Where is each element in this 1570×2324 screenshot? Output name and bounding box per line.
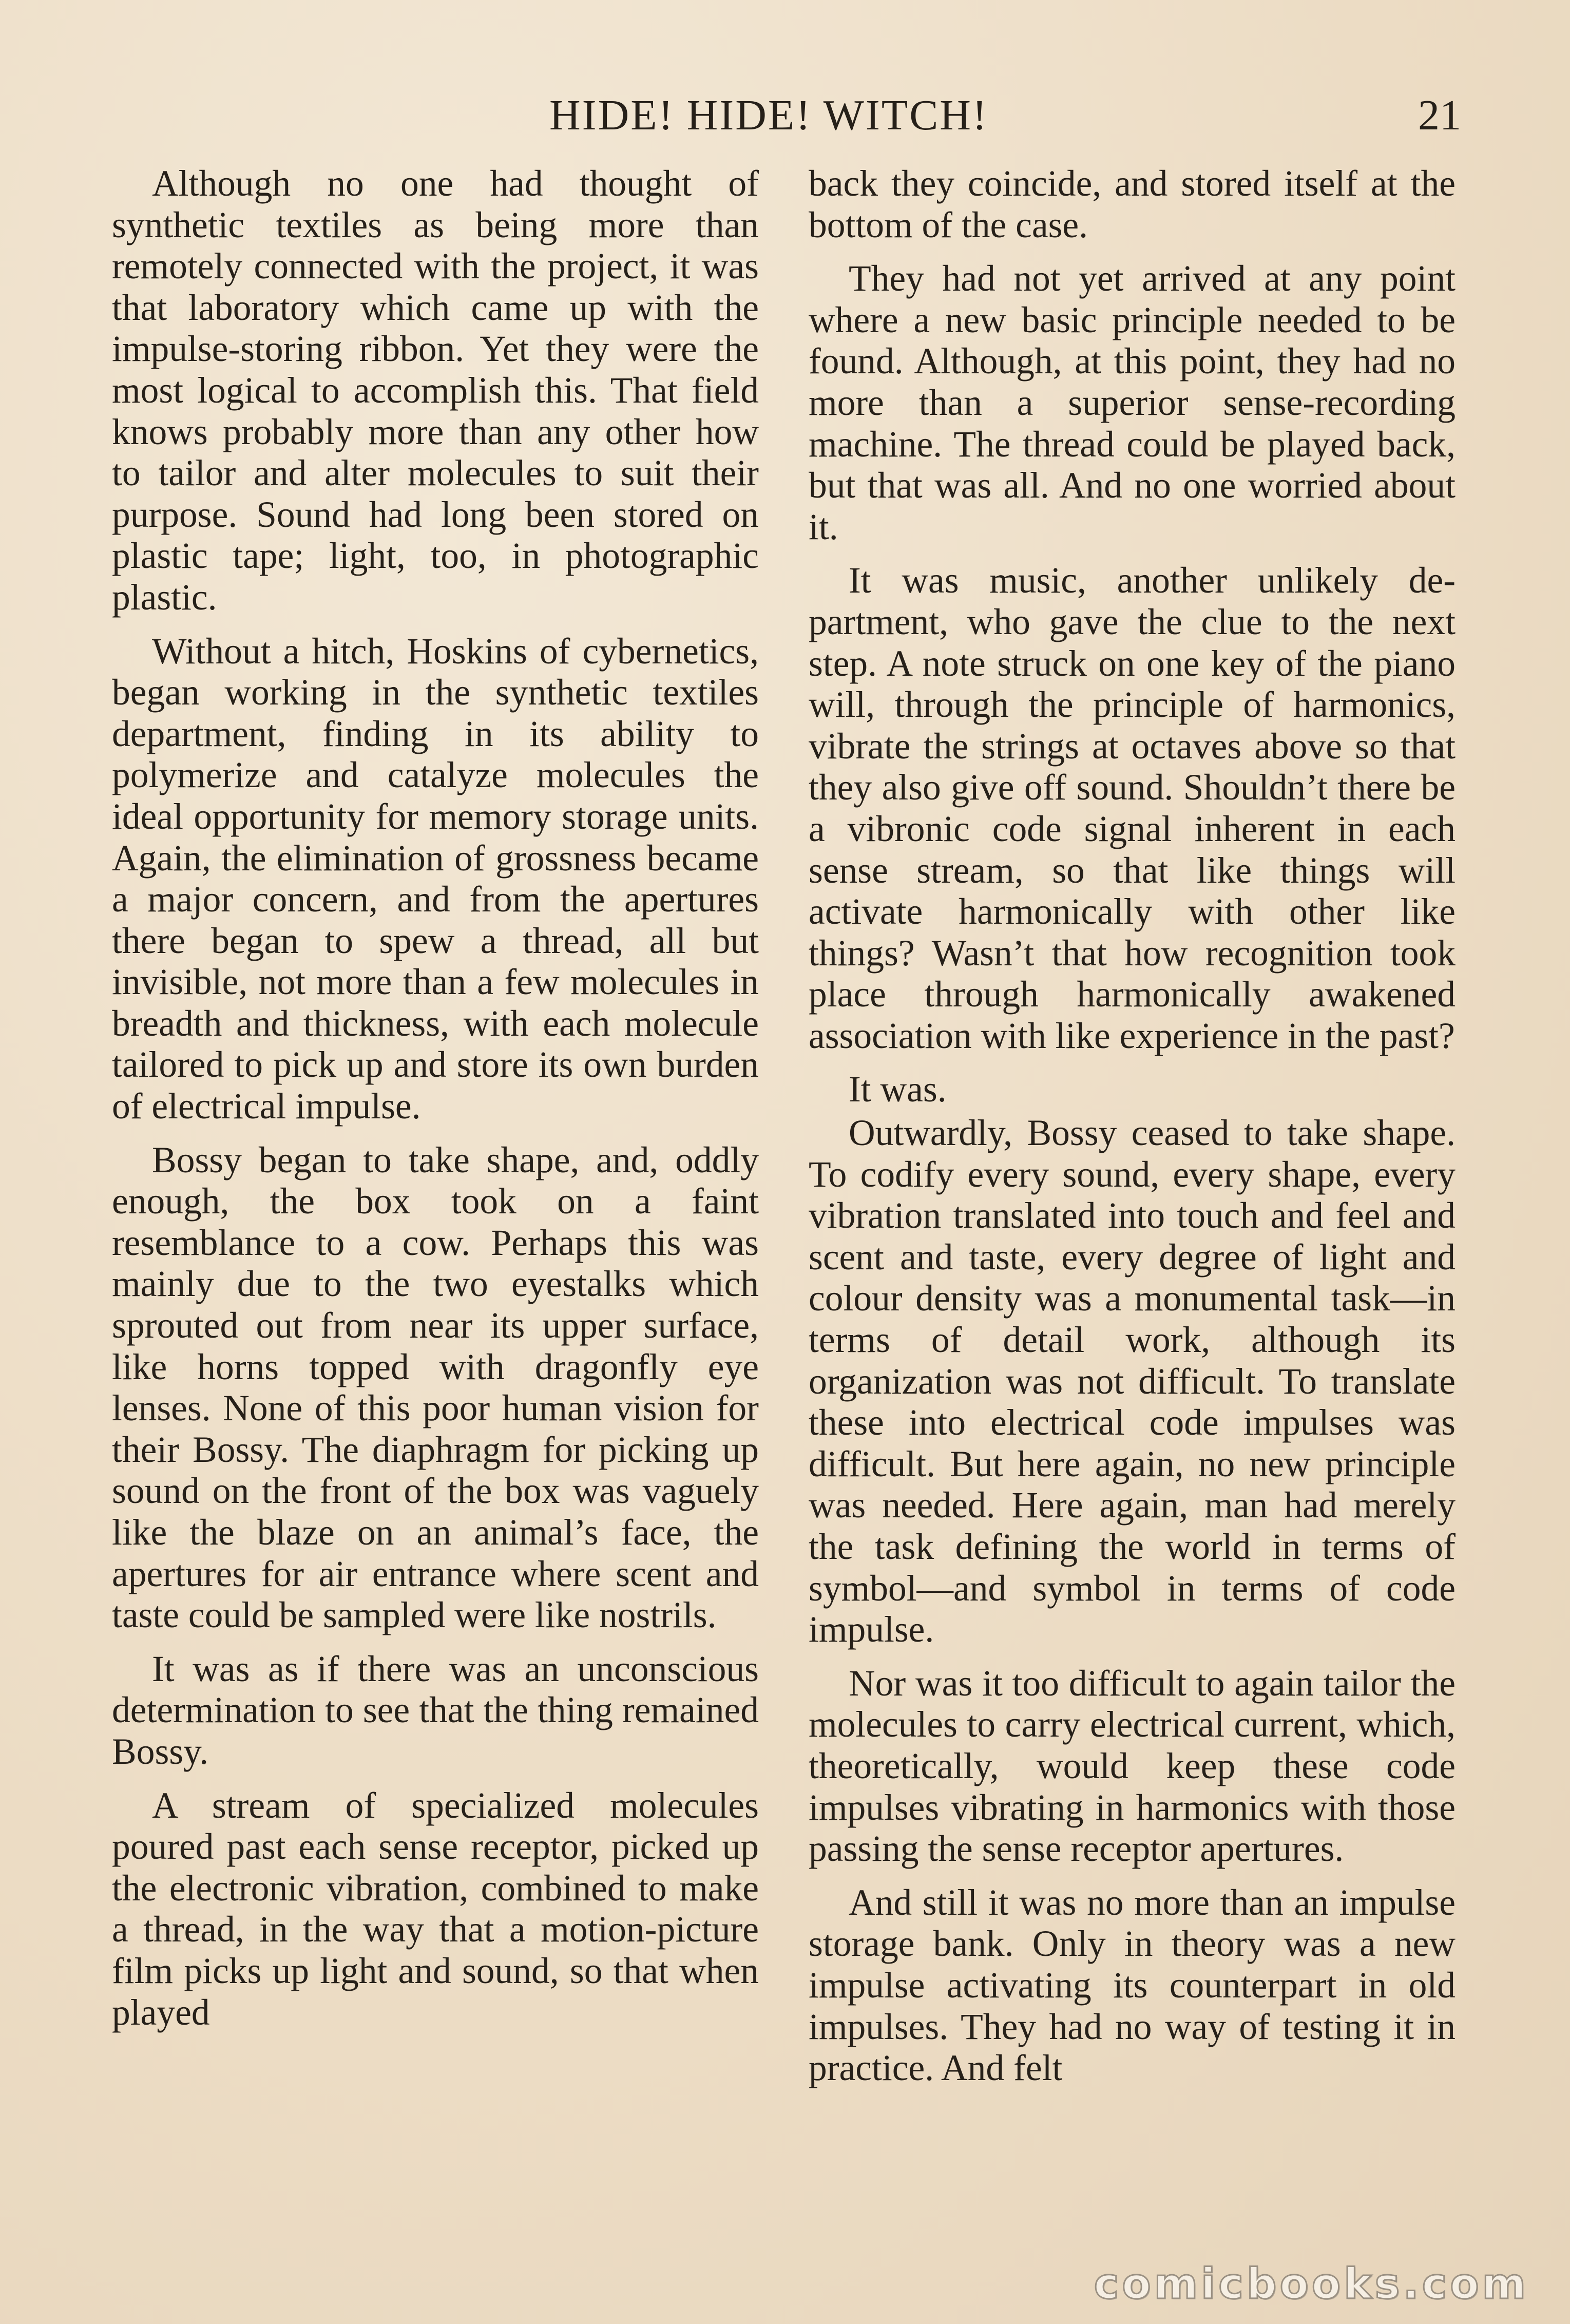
paragraph: It was music, another unlikely department, who gave the clue to the next step. A note struck on one key of the piano will, through the principle of harmonics, vibrate the strings at octaves above so that they also give off sound. Shouldn’t there be a vibronic code signal inherent in each sense stream, so that like things will activate harmonically with other like things? Wasn’t that how recognition took place through harmonically awakened association with like experience in the past?: [809, 560, 1456, 1056]
paragraph: Outwardly, Bossy ceased to take shape. To codify every sound, every shape, every vibration translated into touch and feel and scent and taste, every degree of light and colour density was a monumental task—in terms of detail work, although its organization was not difficult. To translate these into electrical code impulses was difficult. But here again, no new principle was needed. Here again, man had merely the task defining the world in terms of symbol—and symbol in terms of code impulse.: [809, 1113, 1456, 1650]
page-number: 21: [1418, 91, 1461, 139]
paragraph: Although no one had thought of synthetic textiles as being more than remotely connected with the project, it was that laboratory which came up with the impulse-storing ribbon. Yet they were the most logical to accomplish this. That field knows probably more than any other how to tailor and alter molecules to suit their purpose. Sound had long been stored on plastic tape; light, too, in photographic plastic.: [112, 163, 759, 618]
running-title: HIDE! HIDE! WITCH!: [549, 91, 988, 139]
paragraph: Nor was it too difficult to again tailor the molecules to carry electrical current, which, theoretically, would keep these code impulses vibrating in harmonics with those passing the sense receptor apertures.: [809, 1663, 1456, 1870]
paragraph: Without a hitch, Hoskins of cybernetics, began working in the synthetic textiles department, finding in its ability to polymerize and catalyze molecules the ideal opportunity for memory storage units. Again, the elimination of grossness became a major concern, and from the apertures there began to spew a thread, all but invisible, not more than a few molecules in breadth and thickness, with each molecule tailored to pick up and store its own burden of electrical impulse.: [112, 631, 759, 1127]
paragraph: They had not yet arrived at any point where a new basic principle needed to be found. Although, at this point, they had no more than a superior sense-recording machine. The thread could be played back, but that was all. And no one worried about it.: [809, 258, 1456, 547]
paragraph: And still it was no more than an impulse storage bank. Only in theory was a new impulse activating its counterpart in old impulses. They had no way of testing it in practice. And felt: [809, 1882, 1456, 2089]
paragraph: It was.: [849, 1069, 947, 1110]
right-column: [809, 163, 1456, 2102]
page-header: [0, 87, 1570, 154]
left-column: [112, 163, 759, 2046]
paragraph: Bossy began to take shape, and, oddly enough, the box took on a faint resemblance to a cow. Perhaps this was mainly due to the two eyestalks which sprouted out from near its upper surface, like horns topped with dragonfly eye lenses. None of this poor human vision for their Bossy. The diaphragm for picking up sound on the front of the box was vaguely like the blaze on an animal’s face, the apertures for air entrance where scent and taste could be sampled were like nostrils.: [112, 1139, 759, 1636]
paragraph: It was as if there was an unconscious determination to see that the thing remained Bossy.: [112, 1648, 759, 1772]
paragraph-continued: back they coincide, and stored itself at the bottom of the case.: [809, 163, 1456, 245]
paragraph: A stream of specialized molecules poured past each sense receptor, picked up the electronic vibration, combined to make a thread, in the way that a motion-picture film picks up light and sound, so that when played: [112, 1785, 759, 2033]
site-watermark: comicbooks.com: [1094, 2260, 1529, 2309]
